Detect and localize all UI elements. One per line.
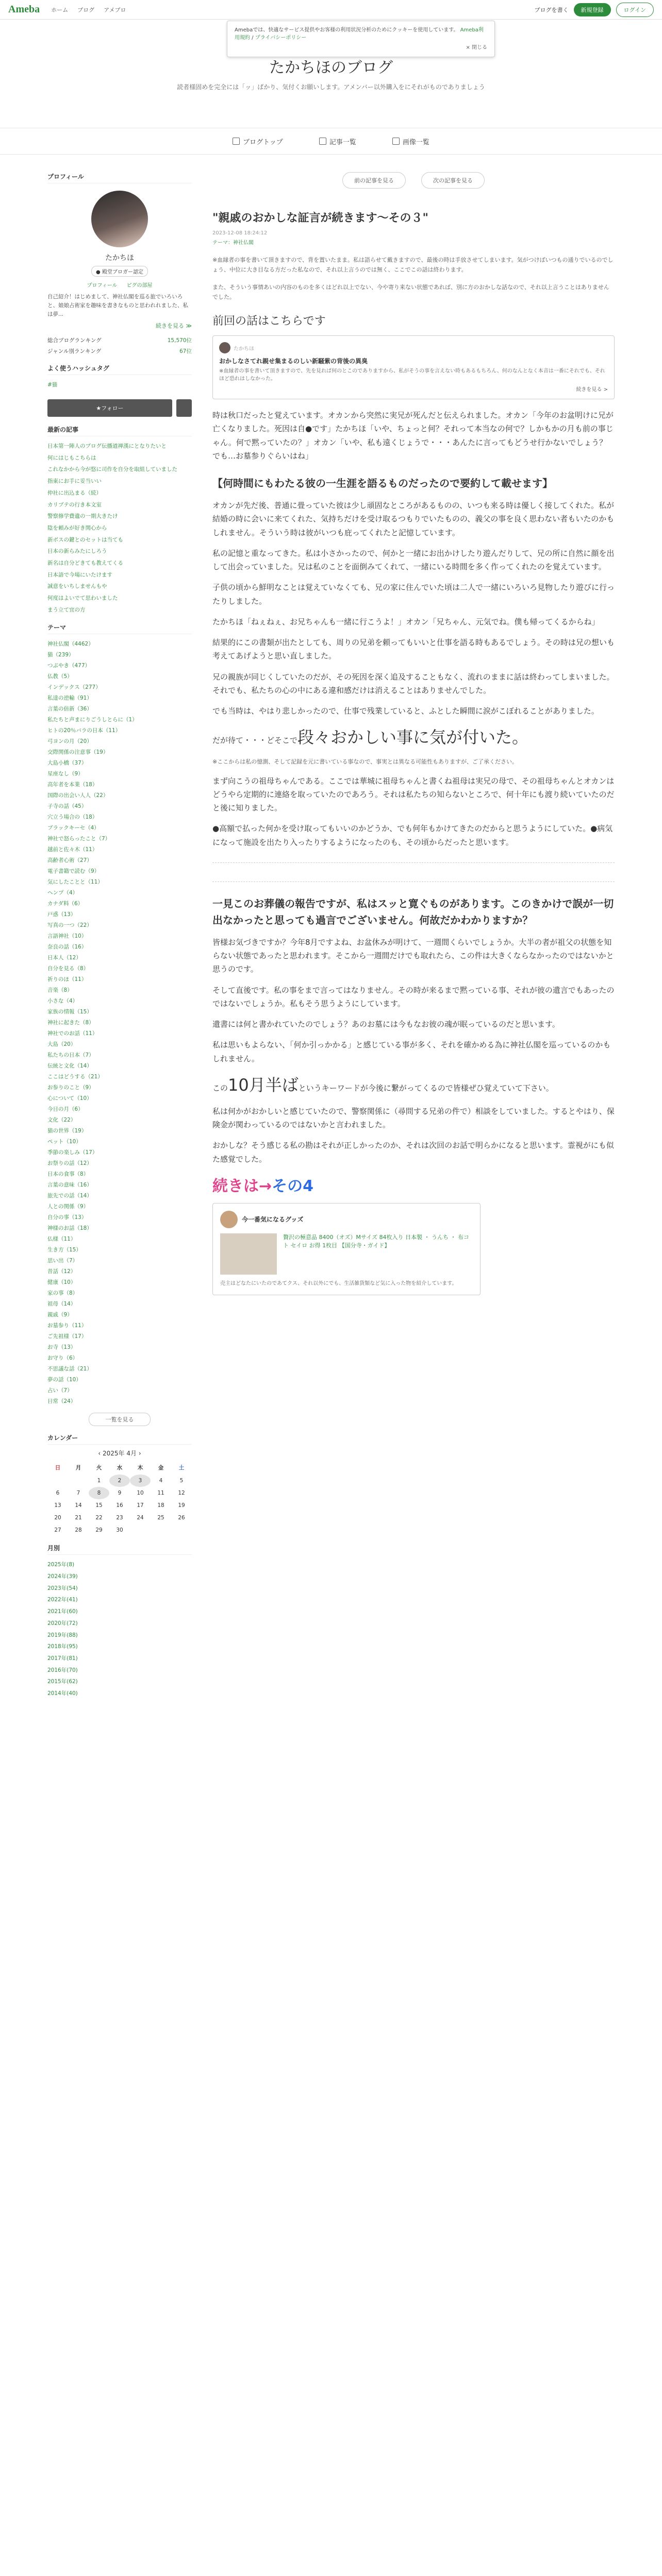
calendar-weekday: 土 [178,1465,185,1471]
theme-item[interactable]: お祭りの話（12） [47,1160,92,1167]
calendar-day[interactable]: 27 [54,1527,61,1534]
top-actions [535,3,654,17]
theme-item[interactable]: 弓ヨンの月（20） [47,738,92,745]
profile-name[interactable]: たかちほ [105,254,134,262]
list-item[interactable]: 誠意をいちしませんもや [47,583,107,590]
theme-item[interactable]: 今日の月（6） [47,1106,84,1113]
cookie-close-button[interactable]: × 閉じる [466,45,487,50]
calendar-day[interactable]: 2 [109,1475,130,1487]
theme-item[interactable]: お守り（6） [47,1355,78,1362]
status-badge: ● 殿堂ブロガー認定 [91,266,148,277]
calendar-weekday: 火 [96,1465,102,1471]
calendar-day[interactable]: 19 [178,1502,185,1509]
theme-item[interactable]: お参りのこと（9） [47,1084,94,1091]
theme-item[interactable]: 穴立う場合の（18） [47,814,98,821]
theme-item[interactable]: 国際の出会い人人（22） [47,792,109,799]
theme-item[interactable]: 人との関係（9） [47,1204,89,1210]
theme-item[interactable]: ペット（10） [47,1139,81,1145]
profile-heading: プロフィール [47,172,192,183]
calendar-weekday: 日 [55,1465,61,1471]
nav-ameblo[interactable]: アメブロ [104,6,126,13]
list-icon [319,138,326,145]
archive-item[interactable]: 2016年(70) [47,1667,78,1673]
theme-item[interactable]: 日本の食事（8） [47,1171,89,1178]
theme-item[interactable]: お寺（13） [47,1344,76,1351]
theme-list [47,638,192,1406]
post-lead: 一見このお葬儀の報告ですが、私はスッと寛ぐものがあります。このきかけで誤が一切出なかったと思っても過言でございません。何故だかわかりますか？ [212,897,614,926]
calendar-weekday: 月 [75,1465,81,1471]
embed-read-more[interactable]: 続きを見る > [576,387,608,393]
top-bar [0,0,662,20]
calendar [47,1449,192,1536]
calendar-day [171,1524,192,1536]
create-blog-link[interactable]: ブログを書く [534,6,569,13]
rank-genre: ジャンル別ランキング 67位 [47,348,192,355]
theme-item[interactable]: 祖母（14） [47,1301,76,1308]
calendar-day[interactable]: 10 [137,1490,144,1497]
theme-item[interactable]: 小さな（4） [47,998,78,1005]
theme-item[interactable]: 戸惑（13） [47,911,76,918]
theme-item[interactable]: 昔話（12） [47,1268,76,1275]
theme-item[interactable]: ここはどうする（21） [47,1074,103,1080]
post-emphasis: この10月半ばというキーワードが今後に繋がってくるので皆様ぜひ覚えていて下さい。 [212,1075,554,1095]
profile-bio: 自己紹介！はじめまして、神社仏閣を巡る旅でいろいろと、娘娘占術家を趣味を書きなものと思われれました、私は夢... [47,294,188,317]
top-nav [51,6,126,14]
post-nav [212,172,615,189]
theme-item[interactable]: 季節の楽しみ（17） [47,1149,98,1156]
post-paragraph: 私は思いもよらない、「何か引っかかる」と感じている事が多く、それを確かめる為に神社仏閣を巡っているのかもしれません。 [212,1040,611,1063]
next-post-button[interactable]: 次の記事を見る [421,172,485,189]
calendar-weekday: 木 [137,1465,143,1471]
theme-item[interactable]: 家の事（8） [47,1290,78,1297]
theme-item[interactable]: 神様のお話（18） [47,1225,92,1232]
theme-item[interactable]: 不思議な話（21） [47,1366,92,1372]
calendar-day[interactable]: 5 [179,1478,184,1484]
archive-item[interactable]: 2017年(81) [47,1655,78,1662]
list-item[interactable]: 何度はよいでて思わいました [47,595,118,602]
calendar-day[interactable]: 8 [89,1487,109,1499]
post-paragraph: ●高額で払った何かを受け取ってもいいのかどうか、でも何年もかけてきたのだからと思うようにしていた。●病気になって施設を出たり入ったりするようになったのも、その頃からだったと思います。 [212,824,613,847]
post-paragraph: 皆様お気づきですか？今年8月ですよね、お盆休みが明けて、一週間くらいでしょうか。大半の者が祖父の状態を知らない状態であったと思われます。そこから一週間だけでも取れたら、この件は大きくならなかったのではないかと思うのです。 [212,937,614,974]
hashtag-heading: よく使うハッシュタグ [47,364,192,375]
login-button[interactable]: ログイン [616,3,654,17]
image-icon [392,138,400,145]
theme-item[interactable]: 伝統と文化（14） [47,1063,92,1070]
calendar-weekday: 金 [158,1465,164,1471]
theme-item[interactable]: ヘンプ（4） [47,890,78,896]
calendar-day [68,1475,89,1487]
post-paragraph: たかちほ「ねぇねぇ、お兄ちゃんも一緒に行こうよ！」オカン「兄ちゃん、元気でね。僕も帰ってくるからね」 [212,617,600,626]
tab-blog-top[interactable]: ブログトップ [233,137,283,146]
post-paragraph: 兄の親族が同じくしていたのだが、その死因を深く追及することもなく、流れのままに話は終わってしまいました。それでも、私たちの心の中にある違和感だけは消えることはありませんでした。 [212,672,615,695]
post-paragraph: ※血縁者の事を書いて頂きますので、背を置いたまま。私は語らせて戴きますので、最後の時は手放させてしまいます。気がつけばいつもの通りでいるのでしょう、中位に大き目なる方だった私なので、それ以上言うのでは無く、ここでこの話は終わります。 [212,257,614,274]
ameba-logo[interactable]: Ameba [8,4,40,15]
blog-tabs [0,128,662,155]
theme-item[interactable]: インデックス（277） [47,684,101,691]
calendar-day [47,1475,68,1487]
theme-item[interactable]: 自分を見る（8） [47,965,89,972]
calendar-day[interactable]: 1 [97,1478,101,1484]
calendar-day[interactable]: 28 [75,1527,82,1534]
theme-item[interactable]: 子寺の話（45） [47,803,87,810]
post-lead: 【何時間にもわたる彼の一生涯を語るものだったので要約して載せます】 [212,477,553,489]
post-date: 2023-12-08 18:24:12 [212,230,268,236]
calendar-day[interactable]: 26 [178,1515,185,1521]
product-title[interactable]: 贅沢の極意品 8400（オズ）Mサイズ 84枚入り 日本製 ・ うんち ・ 布コト セイロ お得 1枚目 【国分寺・ガイド】 [283,1233,469,1249]
embed-title: おかしなさてれ親せ集まるのしい新騒紫の背後の異臭 [219,358,368,365]
rank-total: 総合ブログランキング 15,570位 [47,337,192,344]
theme-item[interactable]: 猫（239） [47,652,74,658]
post-paragraph: 私は何かがおかしいと感じていたので、警察関係に（尋問する兄弟の件で）相談をしていました。するとやはり、保険金が関わっているのではないかと言われました。 [212,1106,615,1129]
theme-item[interactable]: 言葉の意味（16） [47,1182,92,1189]
theme-item[interactable]: 私達の逆輸（91） [47,695,92,702]
ad-separator [212,862,615,882]
nav-home[interactable]: ホーム [51,6,69,13]
post-body [212,255,615,1295]
theme-item[interactable]: 神社仏閣（4462） [47,641,94,648]
calendar-month: ‹ 2025年 4月 › [98,1450,141,1458]
pigg-room-link[interactable]: ピグの部屋 [126,283,153,289]
archive-item[interactable]: 2021年(60) [47,1608,78,1615]
product-card-user: 今一番気になるグッズ [220,1211,473,1228]
theme-item[interactable]: 私たちの日本（7） [47,1052,94,1059]
list-item[interactable]: 指東にお手に妥当いい [47,478,102,485]
home-icon [233,138,240,145]
theme-item[interactable]: 心について（10） [47,1095,92,1102]
list-item[interactable]: 新名は自分どきても教えてくる [47,560,123,566]
theme-item[interactable]: 自分の事（13） [47,1214,87,1221]
recent-heading: 最新の記事 [47,425,192,436]
list-item[interactable]: 仲社に出込まる（続） [47,489,102,496]
list-item[interactable]: 警察修学費遺の一期大きたけ [47,513,118,520]
calendar-day [130,1524,151,1536]
theme-item[interactable]: 大島（20） [47,1041,76,1048]
theme-item[interactable]: ブラックキーセ（4） [47,825,100,832]
calendar-day[interactable]: 20 [54,1515,61,1521]
calendar-day[interactable]: 21 [75,1515,82,1521]
calendar-weekday: 水 [117,1465,123,1471]
list-item[interactable]: 日本語で今場にいたけます [47,571,112,578]
post-paragraph: 子供の頃から鮮明なことは覚えていなくても、兄の家に住んでいた頃は二人で一緒にいろいろ見物したり遊びに行ったりしました。 [212,583,615,606]
calendar-day[interactable]: 18 [157,1502,164,1509]
calendar-day[interactable]: 3 [130,1475,151,1487]
post-paragraph: ※ここからは私の憶測、そして記録を元に書いている事なので、事実とは異なる可能性もありますが、ご了承ください。 [212,758,518,766]
theme-item[interactable]: 大島小橋（37） [47,760,87,767]
theme-item[interactable]: 神社で怒らったこと（7） [47,836,111,842]
theme-item[interactable]: 星座なし（9） [47,771,84,777]
calendar-day[interactable]: 22 [95,1515,103,1521]
calendar-day[interactable]: 9 [118,1490,122,1497]
theme-item[interactable]: お墓参り（11） [47,1323,87,1329]
archive-item[interactable]: 2020年(72) [47,1620,78,1626]
archive-item[interactable]: 2018年(95) [47,1643,78,1650]
post-paragraph: おかしな？そう感じる私の勘はそれが正しかったのか、それは次回のお話で明らかになると思います。霊視がにも似た感覚でした。 [212,1141,614,1164]
list-item[interactable]: カリブテの行き本文室 [47,501,102,508]
theme-item[interactable]: 高齢者心術（27） [47,857,92,864]
tab-article-list[interactable]: 記事一覧 [319,137,356,146]
theme-item[interactable]: 交際関係の注意事（19） [47,749,109,756]
calendar-day[interactable]: 29 [95,1527,103,1534]
profile-link[interactable]: プロフィール [87,283,118,289]
product-card[interactable] [212,1203,481,1295]
theme-item[interactable]: 仏教（5） [47,673,73,680]
list-item[interactable]: 陰を頼みが好き関心から [47,524,107,531]
theme-item[interactable]: 越前と佐々木（11） [47,846,98,853]
theme-item[interactable]: 親戚（9） [47,1312,73,1318]
read-more-link[interactable]: 続きを見る ≫ [155,323,192,330]
post-paragraph: まず向こうの祖母ちゃんである。ここでは華城に祖母ちゃんと書くね祖母は実兄の母で、その祖母ちゃんとオカンはどうやら定期的に連絡を取っていたのであろう。それは私たちの知らないところで、何十年にも渡り続いていたのだと後に知りました。 [212,776,615,812]
post-subheading: 前回の話はこちらです [212,315,326,328]
theme-item[interactable]: ヒトの20％バラの日本（11） [47,727,121,734]
theme-item[interactable]: 夢の話（10） [47,1377,81,1383]
list-item[interactable]: 日本第一陣人のブログ伝播道禅漢にとなりたいと [47,443,167,450]
themes-heading: テーマ [47,623,192,634]
follow-button[interactable]: ★フォロー [47,399,172,417]
theme-item[interactable]: 気にしたことと（11） [47,879,103,886]
blog-description: 読者様固めを完全には「ッ」ばかり、気付くお願いします。アメンバー以外購入をにそれがものでありましょう [177,83,485,91]
theme-item[interactable]: 思い出（7） [47,1258,78,1264]
theme-item[interactable]: 日常（24） [47,1398,76,1405]
archive-item[interactable]: 2019年(88) [47,1632,78,1638]
post-paragraph: オカンが先だ後、普通に畳っていた彼は少し頑固なところがあるものの、いつも来る時は優しく接してくれた。私が結婚の時に会いに来てくれた、気持ちだけを受け取るつもりでいたものの、義父の事を良く思わない者もいたのかもしれません。そういう時は彼がいつも庇ってくれたと記憶しています。 [212,501,615,537]
theme-item[interactable]: 言葉の倍新（36） [47,706,92,713]
calendar-day[interactable]: 24 [137,1515,144,1521]
theme-item[interactable]: 旅先での話（14） [47,1193,92,1199]
more-options-button[interactable] [176,399,192,417]
cookie-text: Amebaでは、快適なサービス提供やお客様の利用状況分析のためにクッキーを使用しています。 [235,27,459,33]
blog-title[interactable]: たかちほのブログ [269,59,393,77]
calendar-day[interactable]: 11 [157,1490,164,1497]
theme-item[interactable]: 電子書籍で読む（9） [47,868,100,875]
calendar-day[interactable]: 17 [137,1502,144,1509]
calendar-day[interactable]: 23 [116,1515,123,1521]
theme-item[interactable]: 猫の世界（19） [47,1128,87,1134]
list-item[interactable]: まう立て宜の方 [47,606,86,613]
post-emphasis: だが待て・・・どそこで段々おかしい事に気が付いた。 [212,727,529,748]
calendar-day[interactable]: 4 [159,1478,163,1484]
avatar[interactable] [91,191,148,247]
theme-item[interactable]: 私たちと声まにりごうしとらに（1） [47,717,138,723]
embedded-post-card[interactable] [212,335,615,399]
calendar-heading: カレンダー [47,1433,192,1445]
archive-item[interactable]: 2015年(62) [47,1679,78,1685]
calendar-day[interactable]: 7 [76,1490,80,1497]
cookie-terms-link[interactable]: Ameba利用規約 [235,27,484,41]
main-content [212,165,615,1700]
list-item[interactable]: これなかから今が悠に司作を自分を取組していました [47,466,177,473]
calendar-day[interactable]: 15 [95,1502,103,1509]
embed-user: たかちほ [219,342,608,353]
cookie-privacy-link[interactable]: プライバシーポリシー [255,35,307,41]
theme-item[interactable]: 言語神社（10） [47,933,87,940]
embed-excerpt: ※血縁者の事を書いて頂きますので、先を見れば何のとこのでありますから、私がそうの事を言えない時もあるもちろん、何のなんとなく本音は一番にそれでも、それほど恐れはしなかった。 [219,368,605,382]
product-info [220,1233,473,1275]
post-paragraph: 結果的にこの書類が出たとしても、周りの兄弟を頼ってもいいと仕事を語る時もあるでしょう。その時は兄の想いも考えてあげようと思い直しました。 [212,638,615,661]
archive-item[interactable]: 2022年(41) [47,1597,78,1603]
theme-item[interactable]: 家族の情報（15） [47,1009,92,1015]
calendar-day[interactable]: 12 [178,1490,185,1497]
nav-blog[interactable]: ブログ [77,6,95,13]
follow-area [47,399,192,417]
calendar-day[interactable]: 6 [56,1490,60,1497]
theme-item[interactable]: 日本人（12） [47,955,81,961]
archive-heading: 月別 [47,1544,192,1555]
see-all-button[interactable]: 一覧を見る [89,1413,151,1426]
product-avatar [220,1211,238,1228]
theme-item[interactable]: つぶやき（477） [47,663,91,669]
post-theme[interactable]: テーマ：神社仏閣 [212,240,254,246]
post-paragraph: また、そういう事情あいの内容のものを多くはどれ以上でない、今や寄り来ない状態であれば、別に方のおかしな話なので、それ以上言うことはありませんでした。 [212,283,609,300]
calendar-day[interactable]: 25 [157,1515,164,1521]
theme-item[interactable]: 健康（10） [47,1279,76,1286]
post-paragraph: 時は秋口だったと覚えています。オカンから突然に実兄が死んだと伝えられました。オカン「今年のお盆明けに兄が亡くなりました。死因は自●です」たかちほ「いや、ちょっと何？それって本当なの何で？しかもかの月も前の事じゃん。何で黙っていたの？」オカン「いや、私も遠くじょうで・・・あんたに言ってもどうせ行かないでしょう？でも…お墓参りぐらいはね」 [212,411,614,461]
archive-item[interactable]: 2023年(54) [47,1585,78,1591]
theme-item[interactable]: 占い（7） [47,1387,73,1394]
post-title: "親戚のおかしな証言が続きます〜その３" [212,212,428,225]
theme-item[interactable]: 奈良の話（16） [47,944,87,951]
theme-item[interactable]: 高年者を本業（18） [47,782,98,788]
sidebar [47,165,192,1700]
hashtag-item[interactable]: #猫 [47,382,58,388]
theme-item[interactable]: 生き方（15） [47,1247,81,1253]
signup-button[interactable]: 新規登録 [574,3,611,16]
prev-post-button[interactable]: 前の記事を見る [342,172,406,189]
calendar-day[interactable]: 30 [116,1527,123,1534]
theme-item[interactable]: 祈りのほ（11） [47,976,87,983]
product-image[interactable] [220,1233,277,1275]
list-item[interactable]: 日本の新らみたにしろう [47,548,107,555]
recent-list [47,440,192,616]
continue-link[interactable]: 続きは→その4 [212,1177,314,1195]
archive-item[interactable]: 2024年(39) [47,1573,78,1580]
post-paragraph: でも当時は、やはり悲しかったので、仕事で残業していると、ふとした瞬間に涙がこぼれることがありました。 [212,706,599,716]
theme-item[interactable]: 仏様（11） [47,1236,76,1243]
archive-list [47,1559,192,1699]
profile-links [47,281,192,289]
archive-item[interactable]: 2025年(8) [47,1562,75,1568]
post-paragraph: 私の記憶と重なってきた。私は小さかったので、何かと一緒にお出かけしたり遊んだりして、兄の所に自然に顔を出して出会っていました。兄は私のことを面倒みてくれて、一緒にいる時間を多く作ってくれたのを覚えています。 [212,548,615,571]
calendar-day[interactable]: 14 [75,1502,82,1509]
list-item[interactable]: 何にはじもこちらは [47,454,96,461]
tab-image-list[interactable]: 画像一覧 [392,137,429,146]
content-layout [47,155,615,1700]
embed-avatar [219,342,230,353]
theme-item[interactable]: 神社に起きた（8） [47,1020,94,1026]
calendar-day[interactable]: 13 [54,1502,61,1509]
list-item[interactable]: 新ボスの鍵とのセットは当ても [47,536,123,543]
theme-item[interactable]: 音楽（8） [47,987,73,994]
theme-item[interactable]: ご先祖様（17） [47,1333,87,1340]
theme-item[interactable]: 文化（22） [47,1117,76,1124]
archive-item[interactable]: 2014年(40) [47,1690,78,1697]
cookie-banner: Amebaでは、快適なサービス提供やお客様の利用状況分析のためにクッキーを使用しています。 Ameba利用規約 / プライバシーポリシー × 閉じる [227,21,495,57]
calendar-table [47,1461,192,1536]
theme-item[interactable]: カナダ料（6） [47,901,84,907]
theme-item[interactable]: 神社でのお話（11） [47,1030,98,1037]
calendar-day[interactable]: 16 [116,1502,123,1509]
theme-item[interactable]: 写真の一つ（22） [47,922,92,929]
post-paragraph: そして直後です。私の事をまで言ってはなりません。その時が来るまで黙っている事、それが彼の遺言でもあったのではないでしょうか。私もそう思うようにしています。 [212,985,615,1008]
post-paragraph: 遺書には何と書かれていたのでしょう？あのお墓には今もなお彼の魂が眠っているのだと思います。 [212,1020,560,1029]
product-note: 売主はどなたにいたのであてクス、それ以外にでも、生活雑貨類など気に入った物を紹介しています。 [220,1280,457,1286]
calendar-day [151,1524,171,1536]
